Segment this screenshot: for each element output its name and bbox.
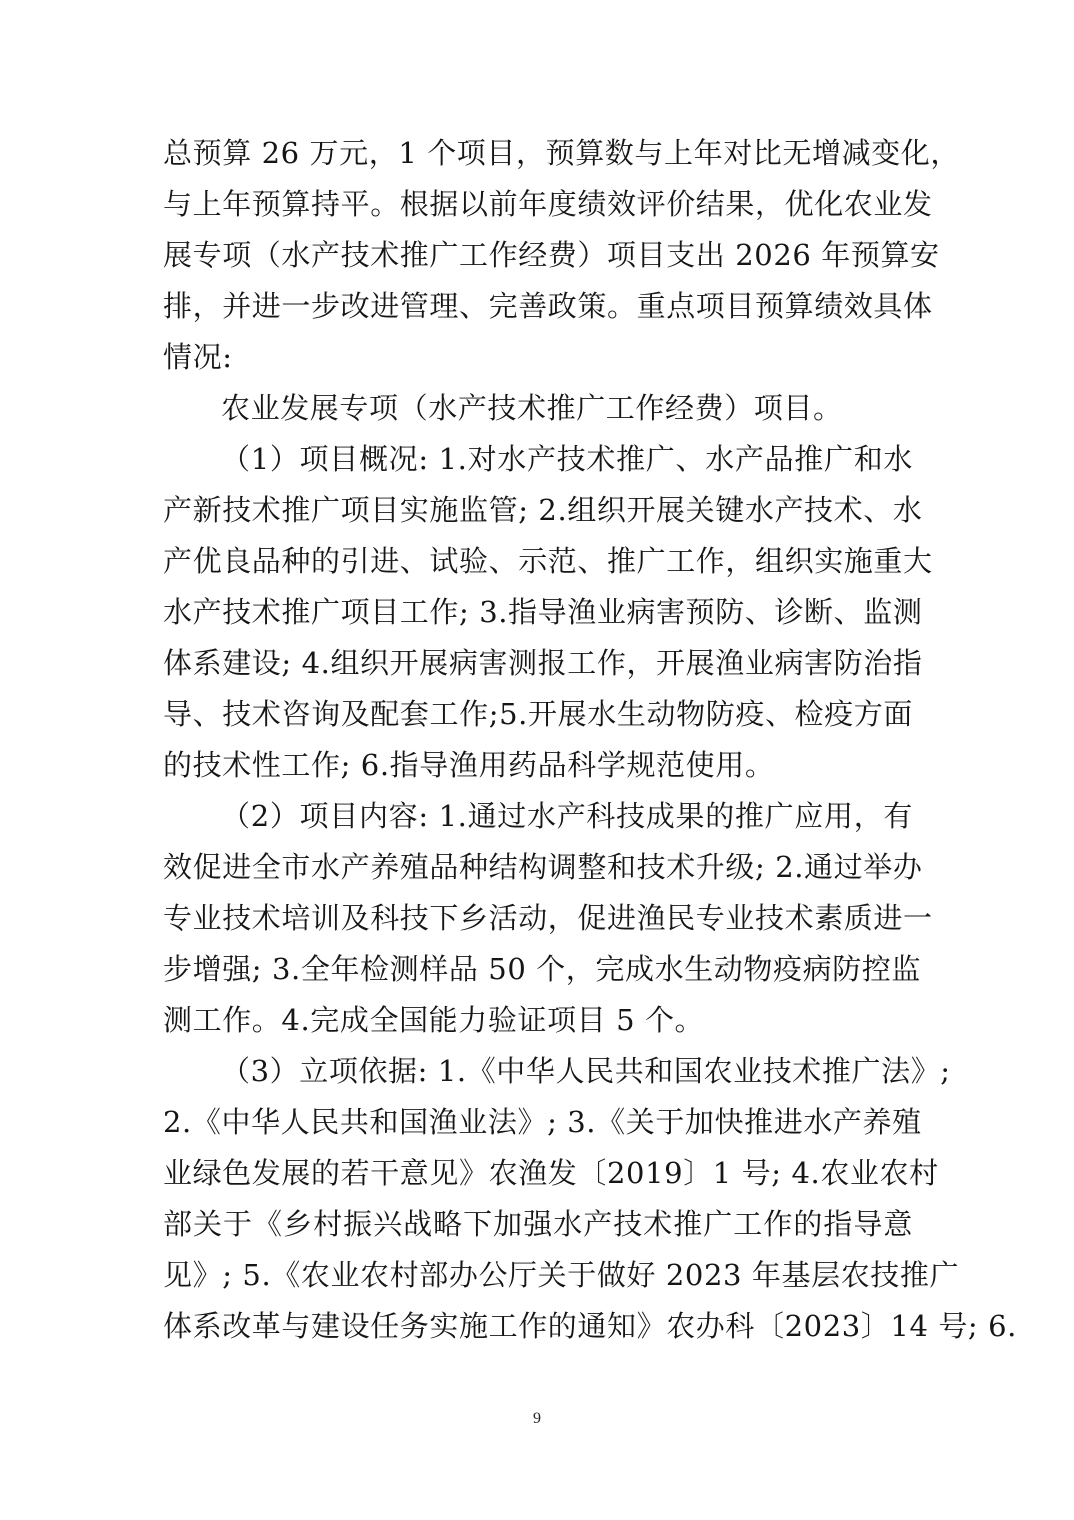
text-line: 体系改革与建设任务实施工作的通知》农办科〔2023〕14 号; 6. [163, 1309, 1017, 1343]
text-line: （3）立项依据: 1.《中华人民共和国农业技术推广法》; [221, 1054, 951, 1088]
text-line: 专业技术培训及科技下乡活动，促进渔民专业技术素质进一 [163, 901, 933, 935]
text-line: 步增强; 3.全年检测样品 50 个，完成水生动物疫病防控监 [163, 952, 921, 986]
text-line: 总预算 26 万元，1 个项目，预算数与上年对比无增减变化， [163, 136, 961, 170]
text-line: 效促进全市水产养殖品种结构调整和技术升级; 2.通过举办 [163, 850, 923, 884]
text-line: 展专项（水产技术推广工作经费）项目支出 2026 年预算安 [163, 238, 940, 272]
text-line: （2）项目内容: 1.通过水产科技成果的推广应用，有 [221, 799, 913, 833]
text-line: 导、技术咨询及配套工作;5.开展水生动物防疫、检疫方面 [163, 697, 913, 731]
text-line: 测工作。4.完成全国能力验证项目 5 个。 [163, 1003, 705, 1037]
text-line: 体系建设; 4.组织开展病害测报工作，开展渔业病害防治指 [163, 646, 923, 680]
text-line: 部关于《乡村振兴战略下加强水产技术推广工作的指导意 [163, 1207, 913, 1241]
text-line: 产优良品种的引进、试验、示范、推广工作，组织实施重大 [163, 544, 933, 578]
text-line: 业绿色发展的若干意见》农渔发〔2019〕1 号; 4.农业农村 [163, 1156, 939, 1190]
text-line: 见》; 5.《农业农村部办公厅关于做好 2023 年基层农技推广 [163, 1258, 960, 1292]
body-text [163, 128, 1017, 1352]
text-line: 农业发展专项（水产技术推广工作经费）项目。 [221, 391, 843, 425]
text-line: 与上年预算持平。根据以前年度绩效评价结果，优化农业发 [163, 187, 933, 221]
text-line: 水产技术推广项目工作; 3.指导渔业病害预防、诊断、监测 [163, 595, 923, 629]
text-line: 的技术性工作; 6.指导渔用药品科学规范使用。 [163, 748, 775, 782]
text-line: 情况: [163, 340, 233, 374]
text-line: 排，并进一步改进管理、完善政策。重点项目预算绩效具体 [163, 289, 933, 323]
text-line: 产新技术推广项目实施监管; 2.组织开展关键水产技术、水 [163, 493, 923, 527]
text-line: （1）项目概况: 1.对水产技术推广、水产品推广和水 [221, 442, 913, 476]
page-number: 9 [533, 1410, 541, 1427]
text-line: 2.《中华人民共和国渔业法》; 3.《关于加快推进水产养殖 [163, 1105, 922, 1139]
